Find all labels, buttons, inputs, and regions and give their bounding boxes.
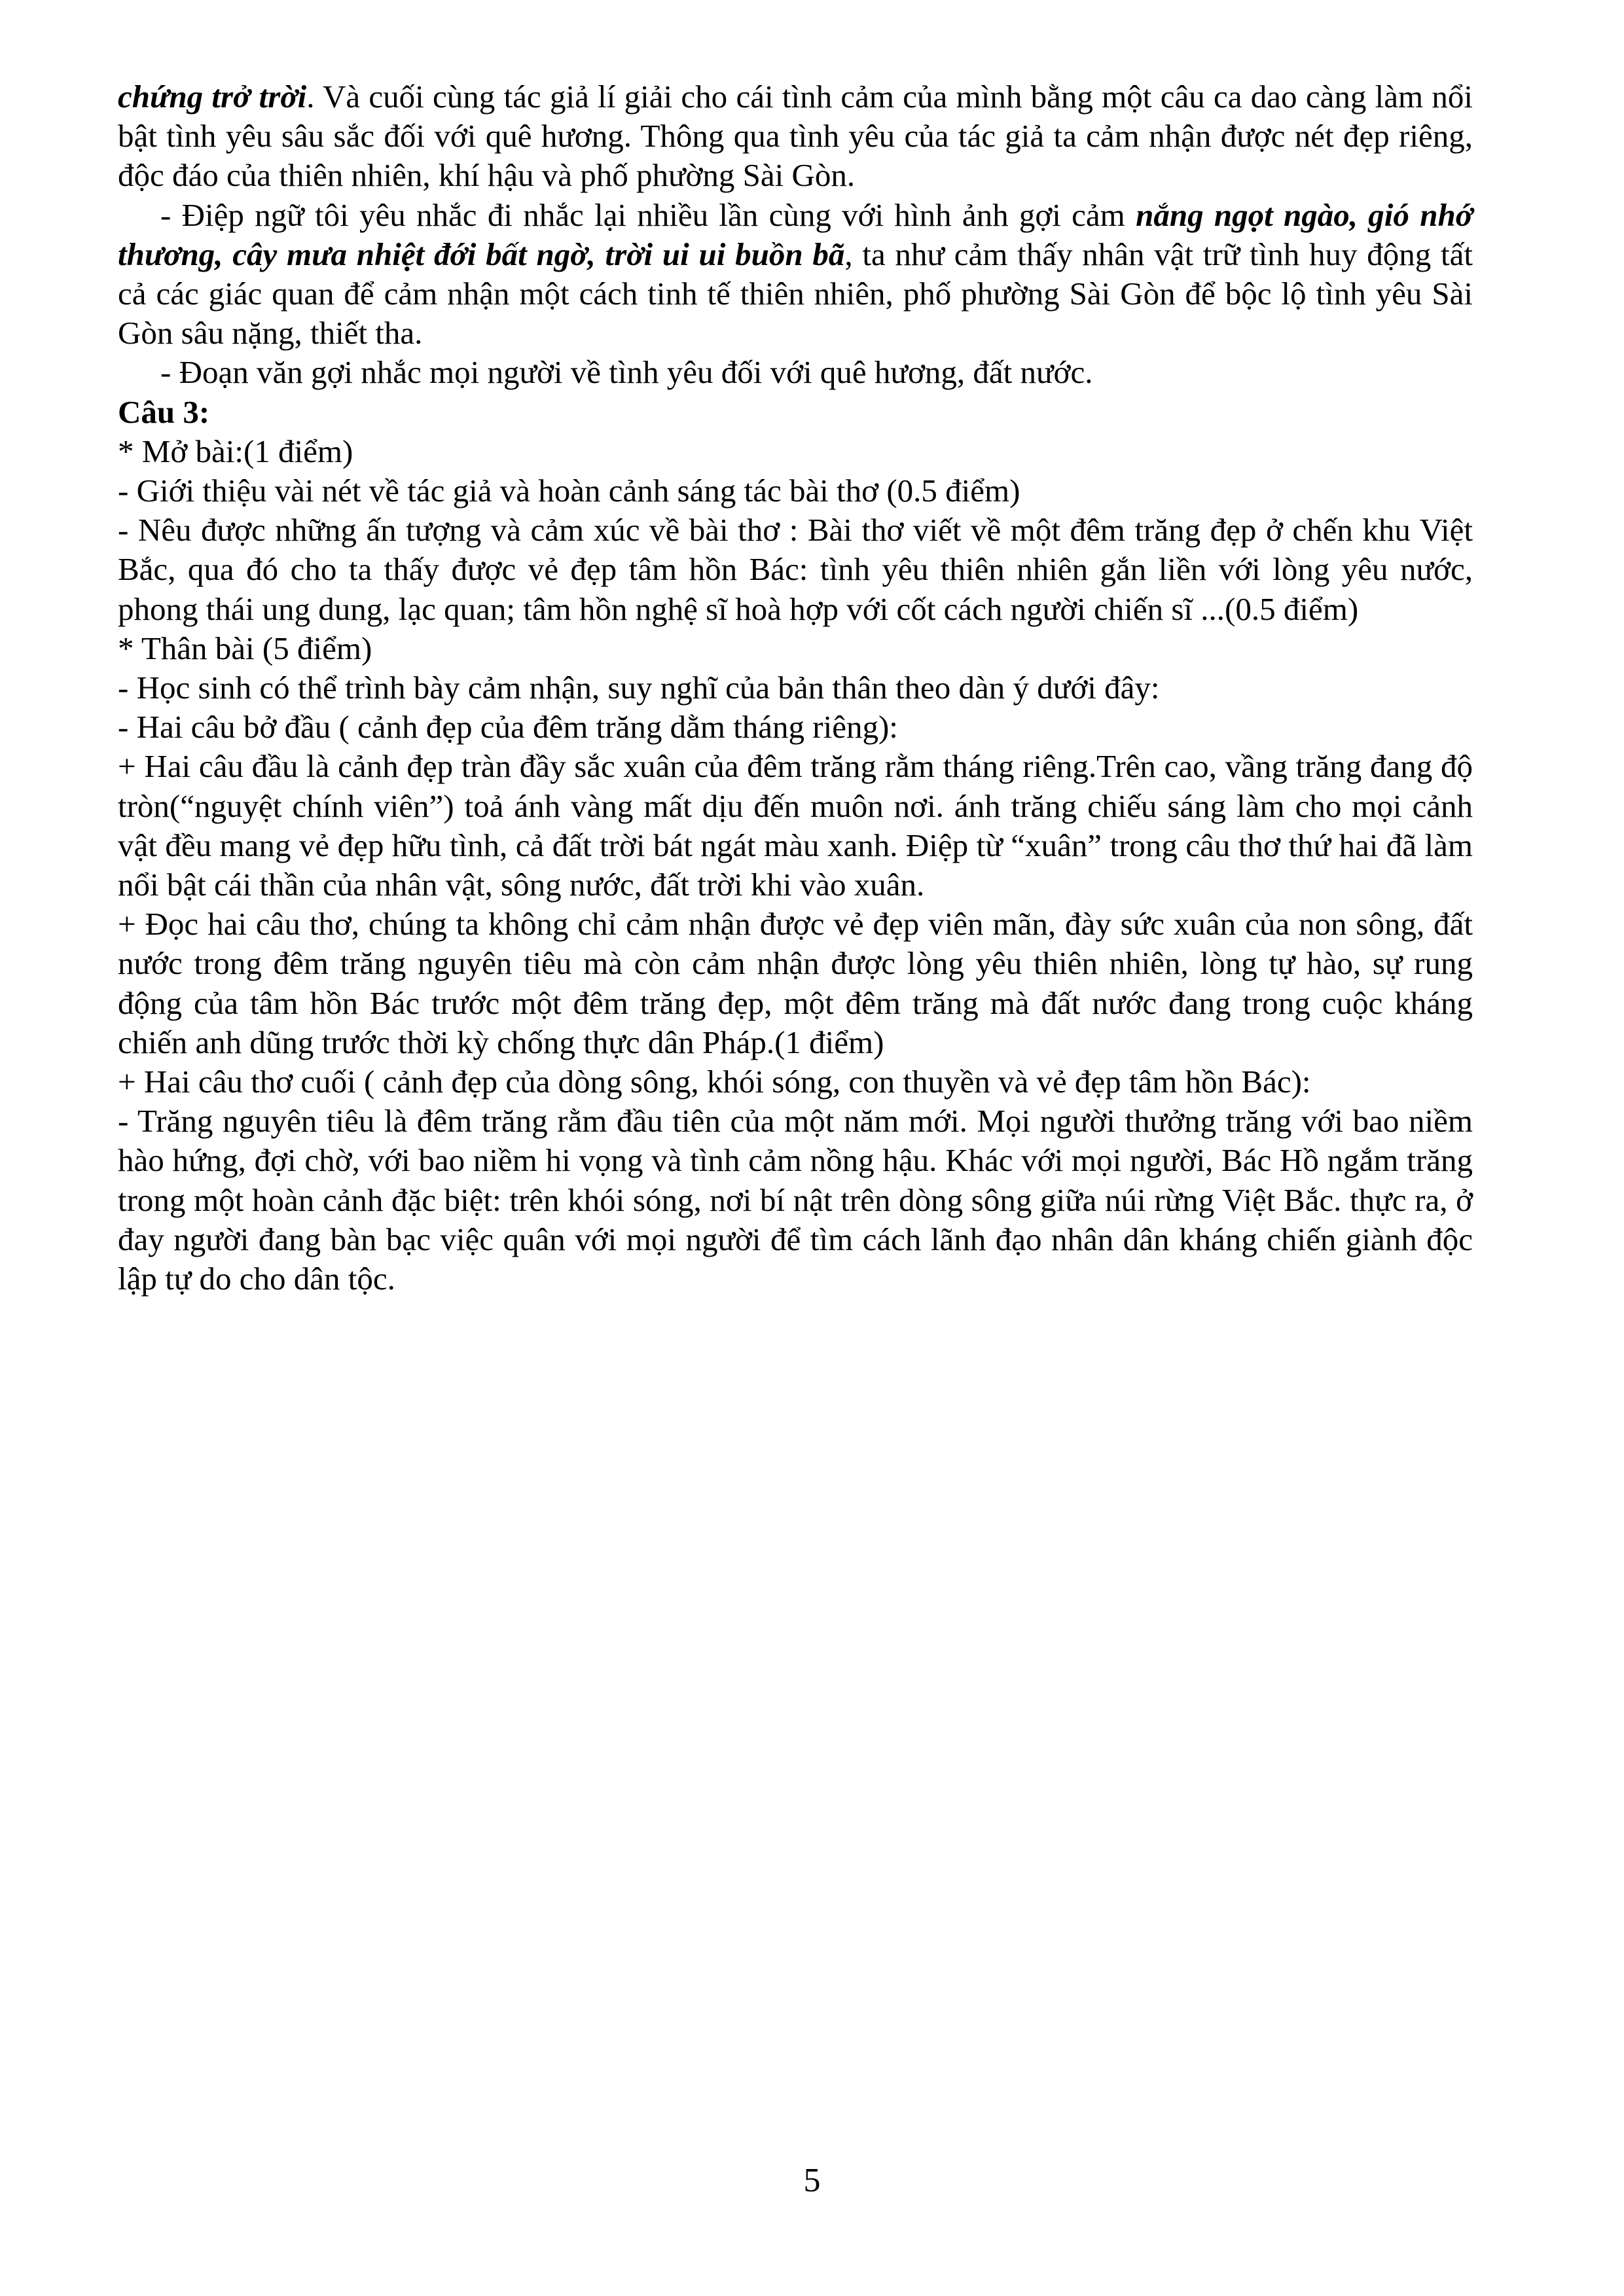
page-number: 5 [803,2162,821,2199]
paragraph-doc-hai-cau: + Đọc hai câu thơ, chúng ta không chỉ cảm nhận được vẻ đẹp viên mãn, đày sức xuân của non sông, đất nước trong đêm trăng nguyên tiêu mà còn cảm nhận được lòng yêu thiên nhiên, lòng tự hào, sự rung động của tâm hồn Bác trước một đêm trăng đẹp, một đêm trăng mà đất nước đang trong cuộc kháng chiến anh dũng trước thời kỳ chống thực dân Pháp.(1 điểm) [118,906,1473,1060]
paragraph-doan-van: - Đoạn văn gợi nhắc mọi người về tình yêu đối với quê hương, đất nước. [160,354,1093,391]
paragraph-hai-cau-dau-heading: - Hai câu bở đầu ( cảnh đẹp của đêm trăng dằm tháng riêng): [118,709,898,745]
paragraph-trang-nguyen-tieu: - Trăng nguyên tiêu là đêm trăng rằm đầu tiên của một năm mới. Mọi người thưởng trăng với bao niềm hào hứng, đợi chờ, với bao niềm hi vọng và tình cảm nồng hậu. Khác với mọi người, Bác Hồ ngắm trăng trong một hoàn cảnh đặc biệt: trên khói sóng, nơi bí nật trên dòng sông giữa núi rừng Việt Bắc. thực ra, ở đay người đang bàn bạc việc quân với mọi người để tìm cách lãnh đạo nhân dân kháng chiến giành độc lập tự do cho dân tộc. [118,1103,1473,1297]
paragraph-an-tuong: - Nêu được những ấn tượng và cảm xúc về bài thơ : Bài thơ viết về một đêm trăng đẹp ở chến khu Việt Bắc, qua đó cho ta thấy được vẻ đẹp tâm hồn Bác: tình yêu thiên nhiên gắn liền với lòng yêu nước, phong thái ung dung, lạc quan; tâm hồn nghệ sĩ hoà hợp với cốt cách người chiến sĩ ...(0.5 điểm) [118,512,1473,627]
paragraph-text: - Điệp ngữ tôi yêu nhắc đi nhắc lại nhiều lần cùng với hình ảnh gợi cảm [160,196,1136,233]
paragraph-diep-ngu [118,196,1473,353]
paragraph-text: . Và cuối cùng tác giả lí giải cho cái tình cảm của mình bằng một câu ca dao càng làm nổi bật tình yêu sâu sắc đối với quê hương. Thông qua tình yêu của tác giả ta cảm nhận được nét đẹp riêng, độc đáo của thiên nhiên, khí hậu và phố phường Sài Gòn. [118,79,1473,194]
paragraph-hoc-sinh: - Học sinh có thể trình bày cảm nhận, suy nghĩ của bản thân theo dàn ý dưới đây: [118,670,1160,706]
paragraph-saigon-conclusion [118,77,1473,196]
paragraph-hai-cau-cuoi-heading: + Hai câu thơ cuối ( cảnh đẹp của dòng sông, khói sóng, con thuyền và vẻ đẹp tâm hồn Bác): [118,1064,1311,1100]
section-mo-bai: * Mở bài:(1 điểm) [118,433,353,469]
paragraph-gioi-thieu: - Giới thiệu vài nét về tác giả và hoàn cảnh sáng tác bài thơ (0.5 điểm) [118,473,1020,509]
paragraph-hai-cau-dau: + Hai câu đầu là cảnh đẹp tràn đầy sắc xuân của đêm trăng rằm tháng riêng.Trên cao, vầng trăng đang độ tròn(“nguyệt chính viên”) toả ánh vàng mất dịu đến muôn nơi. ánh trăng chiếu sáng làm cho mọi cảnh vật đều mang vẻ đẹp hữu tình, cả đất trời bát ngát màu xanh. Điệp từ “xuân” trong câu thơ thứ hai đã làm nổi bật cái thần của nhân vật, sông nước, đất trời khi vào xuân. [118,748,1473,903]
emphasis-text: nắng ngọt ngào, gió nhớ thương, cây mưa nhiệt đới bất ngờ, trời ui ui buồn bã [118,196,1473,272]
document-body [118,77,1473,1299]
paragraph-text: , ta như cảm thấy nhân vật trữ tình huy động tất cả các giác quan để cảm nhận một cách tinh tế thiên nhiên, phố phường Sài Gòn để bộc lộ tình yêu Sài Gòn sâu nặng, thiết tha. [118,236,1473,351]
section-than-bai: * Thân bài (5 điểm) [118,630,372,666]
heading-cau-3: Câu 3: [118,393,210,430]
emphasis-text: chứng trở trời [118,79,307,115]
